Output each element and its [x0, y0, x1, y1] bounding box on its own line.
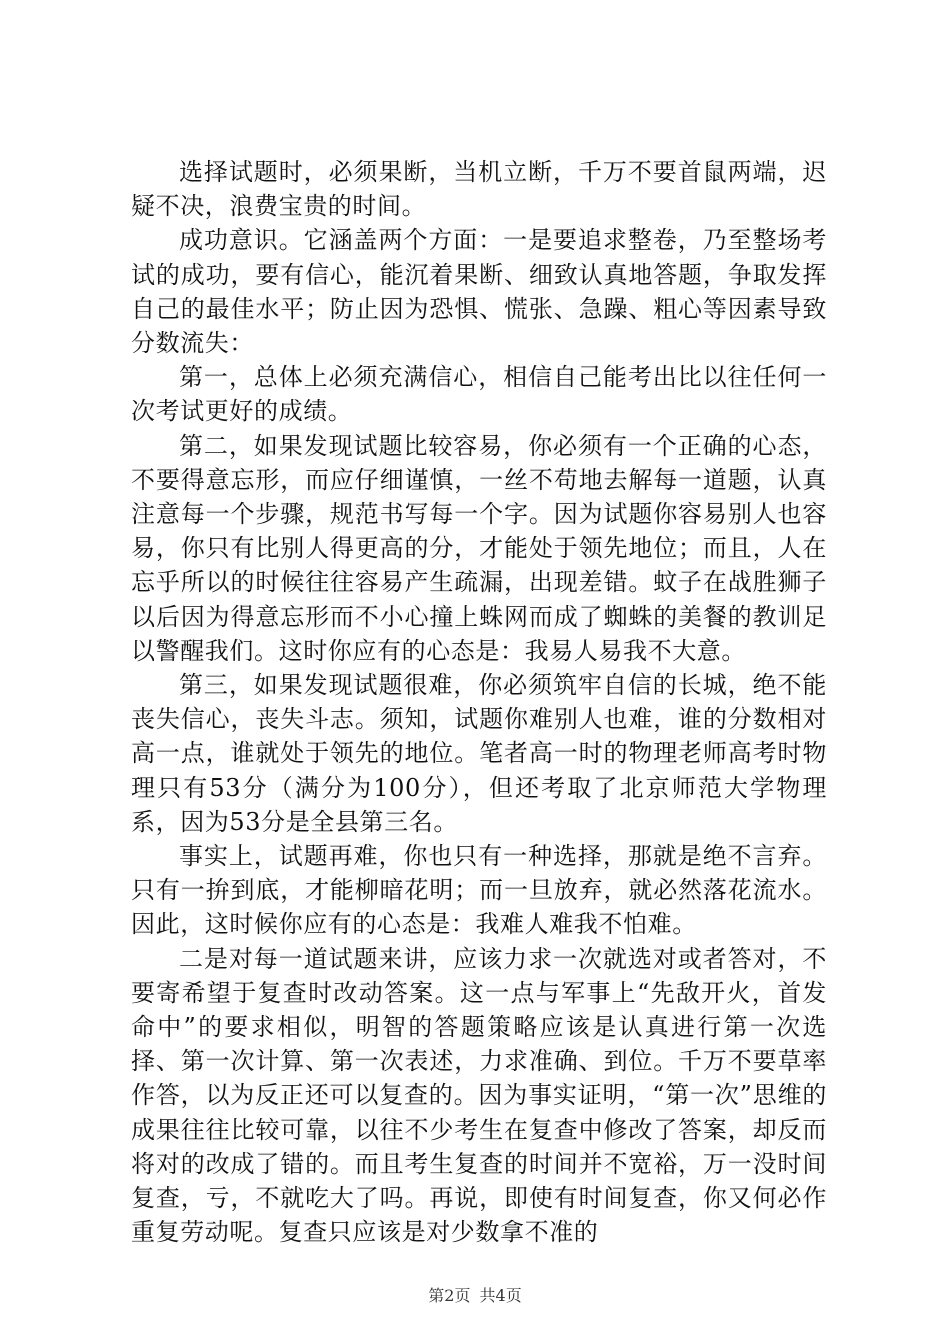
paragraph: 第三，如果发现试题很难，你必须筑牢自信的长城，绝不能丧失信心，丧失斗志。须知，试题你难别人也难，谁的分数相对高一点，谁就处于领先的地位。笔者高一时的物理老师高考时物理只有53分（满分为100分），但还考取了北京师范大学物理系，因为53分是全县第三名。	[131, 671, 827, 836]
paragraph: 成功意识。它涵盖两个方面：一是要追求整卷，乃至整场考试的成功，要有信心，能沉着果断、细致认真地答题，争取发挥自己的最佳水平；防止因为恐惧、慌张、急躁、粗心等因素导致分数流失：	[131, 226, 827, 358]
page-total: 共4页	[479, 1286, 522, 1305]
paragraph: 二是对每一道试题来讲，应该力求一次就选对或者答对，不要寄希望于复查时改动答案。这一点与军事上“先敌开火，首发命中”的要求相似，明智的答题策略应该是认真进行第一次选择、第一次计算、第一次表述，力求准确、到位。千万不要草率作答，以为反正还可以复查的。因为事实证明，“第一次”思维的成果往往比较可靠，以往不少考生在复查中修改了答案，却反而将对的改成了错的。而且考生复查的时间并不宽裕，万一没时间复查，亏，不就吃大了吗。再说，即使有时间复查，你又何必作重复劳动呢。复查只应该是对少数拿不准的	[131, 944, 827, 1247]
page-number: 第2页	[428, 1286, 471, 1305]
paragraph: 选择试题时，必须果断，当机立断，千万不要首鼠两端，迟疑不决，浪费宝贵的时间。	[131, 158, 827, 221]
page-footer	[0, 1283, 950, 1306]
paragraph: 事实上，试题再难，你也只有一种选择，那就是绝不言弃。只有一拚到底，才能柳暗花明；而一旦放弃，就必然落花流水。因此，这时候你应有的心态是：我难人难我不怕难。	[131, 842, 827, 939]
paragraph: 第二，如果发现试题比较容易，你必须有一个正确的心态，不要得意忘形，而应仔细谨慎，一丝不苟地去解每一道题，认真注意每一个步骤，规范书写每一个字。因为试题你容易别人也容易，你只有比别人得更高的分，才能处于领先地位；而且，人在忘乎所以的时候往往容易产生疏漏，出现差错。蚊子在战胜狮子以后因为得意忘形而不小心撞上蛛网而成了蜘蛛的美餐的教训足以警醒我们。这时你应有的心态是：我易人易我不大意。	[131, 431, 827, 665]
document-body	[131, 155, 827, 1250]
paragraph: 第一，总体上必须充满信心，相信自己能考出比以往任何一次考试更好的成绩。	[131, 363, 827, 426]
